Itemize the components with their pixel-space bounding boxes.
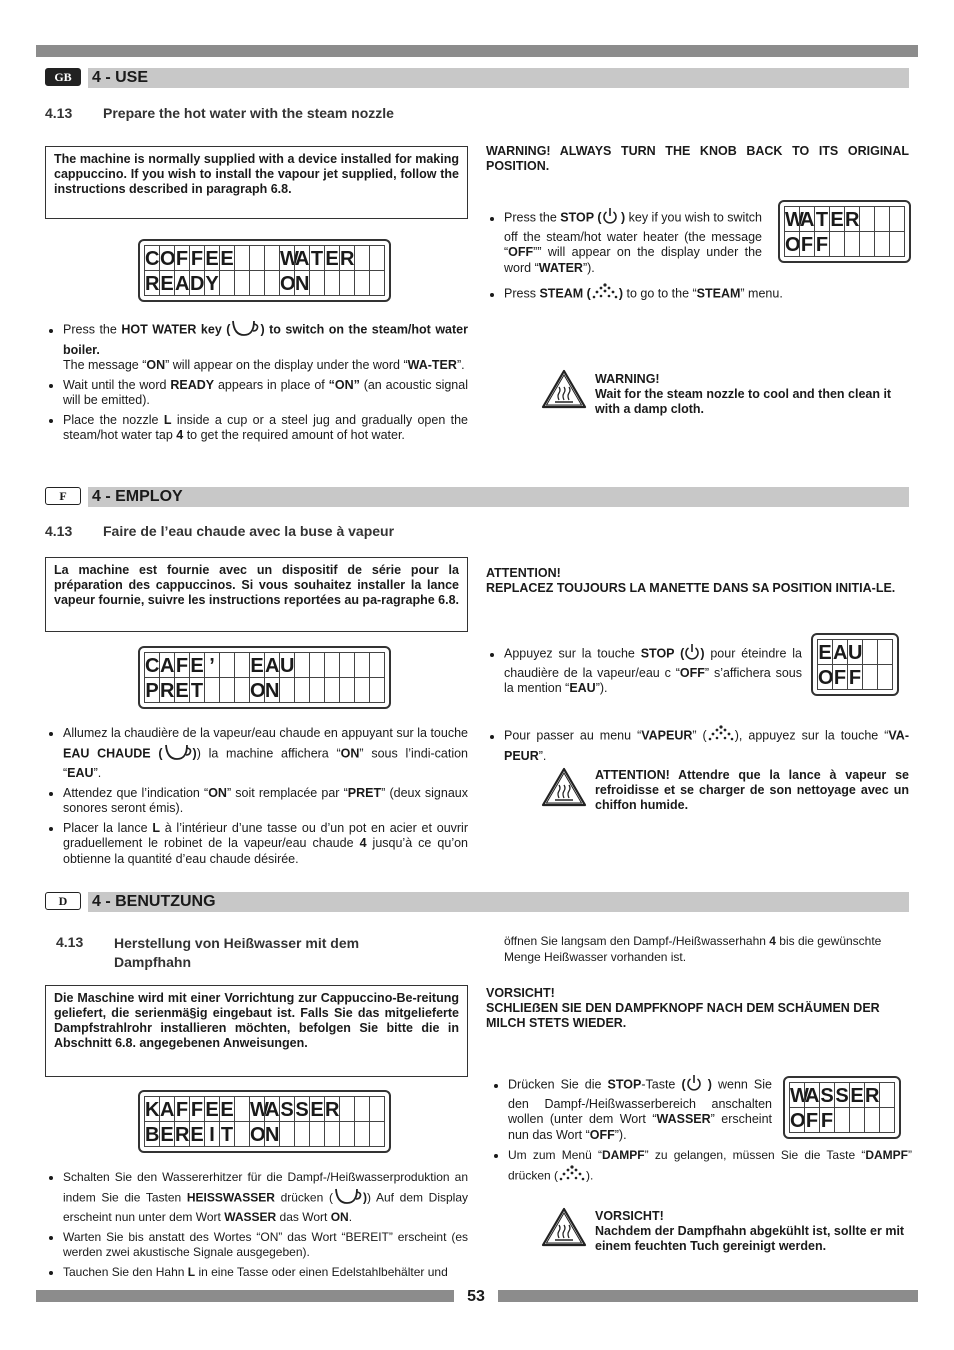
lcd-cell: P	[144, 677, 160, 703]
lcd-cell	[234, 1096, 250, 1122]
lcd-cell: D	[189, 270, 205, 296]
lcd-cell: S	[294, 1096, 310, 1122]
list-item: • Um zum Menü “DAMPF” zu gelangen, müssen Sie die Taste “DAMPF” drücken ( ).	[508, 1148, 912, 1188]
lcd-cell: C	[144, 652, 160, 678]
subsection-title-gb: 4.13 Prepare the hot water with the steam nozzle	[45, 105, 394, 121]
bottom-bar-right	[498, 1290, 918, 1302]
lcd-cell: U	[279, 652, 295, 678]
list-item: • Attendez que l’indication “ON” soit remplacée par “PRET” (deux signaux sonores seront émis).	[63, 786, 468, 817]
lcd-cell: E	[829, 206, 845, 232]
lcd-cell: E	[204, 1096, 220, 1122]
section-title-d: 4 - BENUTZUNG	[88, 892, 909, 912]
lcd-cell	[354, 270, 370, 296]
lang-badge-gb: GB	[45, 68, 81, 86]
lcd-cell	[234, 270, 250, 296]
hot-water-cup-icon	[163, 742, 193, 767]
lcd-cell: E	[219, 1096, 235, 1122]
lcd-cell	[249, 245, 265, 271]
lcd-cell	[264, 270, 280, 296]
lcd-cell	[309, 677, 325, 703]
section-title-gb: 4 - USE	[88, 68, 909, 88]
lcd-cell: W	[784, 206, 800, 232]
lcd-cell: Y	[204, 270, 220, 296]
lcd-cell: F	[189, 1096, 205, 1122]
list-item: • Placer la lance L à l’intérieur d’une tasse ou d’un pot en acier et ouvrir graduellement le robinet de la vapeur/eau chaude 4 jusqu’à ce qu’on obtienne la quantité d’eau chaude désirée.	[63, 821, 468, 868]
lcd-cell	[264, 245, 280, 271]
lcd-cell	[354, 1121, 370, 1147]
lcd-cell: U	[847, 639, 863, 665]
lcd-cell	[874, 206, 890, 232]
note-box-gb: The machine is normally supplied with a device installed for making cappuccino. If you wish to install the vapour jet supplied, follow the instructions described in paragraph 6.8.	[45, 146, 468, 219]
lcd-cell: A	[264, 652, 280, 678]
lcd-cell	[369, 245, 385, 271]
lcd-cell: C	[144, 245, 160, 271]
lcd-cell	[369, 270, 385, 296]
lcd-cell: R	[159, 677, 175, 703]
lcd-cell	[234, 245, 250, 271]
subsection-title-f: 4.13 Faire de l’eau chaude avec la buse à vapeur	[45, 523, 395, 539]
lcd-cell: K	[144, 1096, 160, 1122]
lcd-cell	[889, 206, 905, 232]
list-item: • Tauchen Sie den Hahn L in eine Tasse oder einen Edelstahlbehälter und	[63, 1265, 468, 1281]
lcd-cell: A	[804, 1082, 820, 1108]
warning-bottom-f: ATTENTION! Attendre que la lance à vapeur se refroidisse et se charger de son nettoyage avec un chiffon humide.	[595, 768, 909, 812]
lcd-cell: O	[279, 270, 295, 296]
lcd-display-f-right	[811, 633, 899, 696]
lcd-cell	[324, 1121, 340, 1147]
lcd-cell: F	[819, 1107, 835, 1133]
lcd-cell	[877, 639, 893, 665]
lcd-cell	[877, 664, 893, 690]
lcd-cell	[234, 1121, 250, 1147]
lcd-cell: F	[189, 245, 205, 271]
lcd-cell: T	[309, 245, 325, 271]
list-item: • Press STEAM ( ) to go to the “STEAM” menu.	[504, 282, 909, 307]
list-item: • Appuyez sur la touche STOP ( ) pour éteindre la chaudière de la vapeur/eau c “OFF” s’affichera sous la mention “EAU”).	[504, 643, 802, 697]
stop-instruction-f	[486, 643, 802, 701]
power-icon	[686, 1074, 702, 1097]
lcd-cell	[829, 231, 845, 257]
lcd-cell	[874, 231, 890, 257]
lcd-cell	[369, 677, 385, 703]
lcd-cell	[294, 1121, 310, 1147]
lcd-cell	[339, 1096, 355, 1122]
warning-bottom-gb: WARNING! Wait for the steam nozzle to cool and then clean it with a damp cloth.	[595, 372, 892, 416]
lcd-cell	[859, 206, 875, 232]
warning-bottom-d: VORSICHT! Nachdem der Dampfhahn abgekühlt ist, sollte er mit einem feuchten Tuch gereinigt werden.	[595, 1209, 905, 1253]
lcd-cell: ’	[204, 652, 220, 678]
lcd-cell	[354, 652, 370, 678]
lcd-cell	[279, 1121, 295, 1147]
lcd-cell: R	[339, 245, 355, 271]
lcd-cell: E	[309, 1096, 325, 1122]
lcd-cell: T	[219, 1121, 235, 1147]
lcd-cell: O	[784, 231, 800, 257]
lcd-cell	[234, 652, 250, 678]
lcd-cell: R	[144, 270, 160, 296]
lcd-cell	[369, 1096, 385, 1122]
lcd-cell	[339, 652, 355, 678]
list-item: • Schalten Sie den Wassererhitzer für die Dampf-/Heißwasserproduktion an indem Sie die Tasten HEISSWASSER drücken ( )) Auf dem Display erscheint nun unter dem Wort WASSER das Wort ON.	[63, 1170, 468, 1226]
lcd-cell: I	[204, 1121, 220, 1147]
lcd-cell	[862, 639, 878, 665]
lcd-cell: E	[174, 677, 190, 703]
steam-instruction-gb	[486, 282, 909, 311]
list-item: • Pour passer au menu “VAPEUR” ( ), appuyez sur la touche “VA-PEUR”.	[504, 724, 909, 764]
subsection-title-d: 4.13 Herstellung von Heißwasser mit dem Dampfhahn	[56, 934, 360, 970]
lcd-cell	[844, 231, 860, 257]
lcd-cell	[309, 652, 325, 678]
lcd-cell	[324, 677, 340, 703]
lcd-cell: O	[817, 664, 833, 690]
lcd-cell	[369, 652, 385, 678]
lcd-cell	[234, 677, 250, 703]
lcd-cell: F	[174, 652, 190, 678]
lcd-cell	[339, 677, 355, 703]
lcd-cell: N	[264, 1121, 280, 1147]
lcd-row	[144, 1096, 385, 1122]
lang-badge-f: F	[45, 487, 81, 505]
page-number: 53	[467, 1288, 485, 1305]
lcd-cell	[219, 652, 235, 678]
lcd-cell: O	[159, 245, 175, 271]
lcd-cell	[294, 677, 310, 703]
lcd-display-d-right	[783, 1076, 901, 1139]
lcd-cell: E	[159, 1121, 175, 1147]
lcd-cell: F	[814, 231, 830, 257]
lcd-cell: W	[789, 1082, 805, 1108]
list-item: • Wait until the word READY appears in place of “ON” (an acoustic signal will be emitted).	[63, 378, 468, 409]
lcd-cell: R	[864, 1082, 880, 1108]
lcd-cell: N	[294, 270, 310, 296]
lcd-cell: F	[799, 231, 815, 257]
lcd-cell: F	[804, 1107, 820, 1133]
lcd-cell	[324, 652, 340, 678]
stop-instruction-d	[490, 1074, 772, 1147]
steam-instruction-d	[490, 1148, 912, 1192]
lcd-cell: E	[849, 1082, 865, 1108]
lcd-cell	[879, 1107, 895, 1133]
note-box-d: Die Maschine wird mit einer Vorrichtung zur Cappuccino-Be-reitung geliefert, die serienmä§ig eingebaut ist. Falls Sie das mitgelieferte Dampfstrahlrohr installieren möchten, befolgen Sie bitte die in Abschnitt 6.8. angegebenen Anweisungen.	[45, 985, 468, 1077]
section-title-f: 4 - EMPLOY	[88, 487, 909, 507]
lcd-row	[144, 270, 385, 296]
lcd-cell: W	[249, 1096, 265, 1122]
lcd-cell: E	[189, 652, 205, 678]
lcd-cell: O	[249, 1121, 265, 1147]
lcd-cell: A	[159, 1096, 175, 1122]
lcd-cell: E	[219, 245, 235, 271]
steam-instruction-f	[486, 724, 909, 768]
lcd-display-gb-right	[778, 200, 911, 263]
lcd-cell: A	[159, 652, 175, 678]
bullets-f	[45, 726, 468, 871]
lcd-cell: S	[279, 1096, 295, 1122]
lcd-cell	[249, 270, 265, 296]
lcd-cell: R	[844, 206, 860, 232]
list-item: • Warten Sie bis anstatt des Wortes “ON” das Wort “BEREIT” erscheint (es werden zwei akustische Signale ausgegeben).	[63, 1230, 468, 1261]
lcd-cell	[834, 1107, 850, 1133]
lcd-cell	[354, 245, 370, 271]
lcd-cell	[369, 1121, 385, 1147]
lcd-cell: O	[249, 677, 265, 703]
lcd-cell	[219, 270, 235, 296]
list-item: • Press the STOP ( ) key if you wish to switch off the steam/hot water heater (the message “OFF”” will appear on the display under the word “WATER”).	[504, 207, 762, 276]
lcd-row	[784, 231, 905, 257]
lcd-cell: F	[832, 664, 848, 690]
lcd-cell: S	[834, 1082, 850, 1108]
lcd-cell: T	[189, 677, 205, 703]
list-item: • Drücken Sie die STOP-Taste ( ) wenn Sie den Dampf-/Heißwasserbereich anschalten wollen (unter dem Wort “WASSER” erscheint nun das Wort “OFF”).	[508, 1074, 772, 1143]
lcd-cell: A	[174, 270, 190, 296]
lcd-display-f-left	[138, 646, 391, 709]
continuation-d: öffnen Sie langsam den Dampf-/Heißwasserhahn 4 bis die gewünschte Menge Heißwasser vorhanden ist.	[504, 934, 882, 964]
lcd-row	[817, 664, 893, 690]
lcd-cell	[862, 664, 878, 690]
lcd-row	[144, 677, 385, 703]
lcd-cell	[279, 677, 295, 703]
warning-top-f: ATTENTION! REPLACEZ TOUJOURS LA MANETTE DANS SA POSITION INITIA-LE.	[486, 566, 896, 595]
lang-badge-d: D	[45, 892, 81, 910]
lcd-cell: F	[174, 1096, 190, 1122]
lcd-cell	[294, 652, 310, 678]
lcd-cell	[339, 1121, 355, 1147]
lcd-cell	[204, 677, 220, 703]
lcd-cell: E	[189, 1121, 205, 1147]
lcd-cell: R	[324, 1096, 340, 1122]
lcd-display-gb-left	[138, 239, 391, 302]
lcd-row	[144, 245, 385, 271]
steam-icon	[558, 1164, 586, 1189]
lcd-row	[789, 1082, 895, 1108]
steam-icon	[591, 282, 619, 307]
top-bar	[36, 45, 918, 57]
note-box-f: La machine est fournie avec un dispositif de série pour la préparation des cappuccinos. Si vous souhaitez installer la lance vapeur fournie, suivre les instructions reportées au pa-ragraphe 6.8.	[45, 557, 468, 632]
lcd-cell	[309, 270, 325, 296]
hot-surface-warning-icon	[540, 1206, 588, 1248]
lcd-cell: E	[249, 652, 265, 678]
power-icon	[602, 207, 618, 230]
list-item: • Place the nozzle L inside a cup or a steel jug and gradually open the steam/hot water tap 4 to get the required amount of hot water.	[63, 413, 468, 444]
hot-surface-warning-icon	[540, 766, 588, 808]
lcd-cell	[849, 1107, 865, 1133]
lcd-cell: E	[817, 639, 833, 665]
hot-surface-warning-icon	[540, 368, 588, 410]
lcd-cell: A	[294, 245, 310, 271]
warning-top-d: VORSICHT! SCHLIEẞEN SIE DEN DAMPFKNOPF NACH DEM SCHÄUMEN DER MILCH STETS WIEDER.	[486, 986, 880, 1030]
hot-water-cup-icon	[333, 1186, 363, 1211]
lcd-cell: O	[789, 1107, 805, 1133]
bullets-gb	[45, 318, 468, 448]
lcd-cell: R	[174, 1121, 190, 1147]
lcd-row	[789, 1107, 895, 1133]
lcd-row	[784, 206, 905, 232]
lcd-cell: E	[204, 245, 220, 271]
lcd-cell	[324, 270, 340, 296]
lcd-cell	[219, 677, 235, 703]
lcd-cell	[354, 1096, 370, 1122]
power-icon	[684, 643, 700, 666]
warning-top-gb: WARNING! ALWAYS TURN THE KNOB BACK TO ITS ORIGINAL POSITION.	[486, 144, 909, 173]
lcd-cell: F	[847, 664, 863, 690]
lcd-cell	[354, 677, 370, 703]
lcd-cell: S	[819, 1082, 835, 1108]
lcd-cell: A	[799, 206, 815, 232]
lcd-cell: E	[159, 270, 175, 296]
lcd-cell: A	[264, 1096, 280, 1122]
lcd-cell: N	[264, 677, 280, 703]
lcd-cell	[309, 1121, 325, 1147]
bottom-bar-left	[36, 1290, 454, 1302]
lcd-cell	[864, 1107, 880, 1133]
lcd-cell: E	[324, 245, 340, 271]
lcd-cell: T	[814, 206, 830, 232]
lcd-display-d-left	[138, 1090, 391, 1153]
lcd-cell: B	[144, 1121, 160, 1147]
list-item: • Press the HOT WATER key ( ) to switch on the steam/hot water boiler. The message “ON” will appear on the display under the word “WA-TER”.	[63, 318, 468, 374]
lcd-cell: A	[832, 639, 848, 665]
lcd-cell	[889, 231, 905, 257]
lcd-row	[144, 1121, 385, 1147]
bullets-d	[45, 1170, 468, 1284]
lcd-cell	[879, 1082, 895, 1108]
lcd-cell: F	[174, 245, 190, 271]
lcd-cell	[339, 270, 355, 296]
lcd-cell: W	[279, 245, 295, 271]
hot-water-cup-icon	[230, 318, 260, 343]
lcd-row	[144, 652, 385, 678]
lcd-row	[817, 639, 893, 665]
list-item: • Allumez la chaudière de la vapeur/eau chaude en appuyant sur la touche EAU CHAUDE ( )) la machine affichera “ON” sous l’indi-cation “EAU”.	[63, 726, 468, 782]
steam-icon	[707, 724, 735, 749]
stop-instruction-gb	[486, 207, 762, 280]
lcd-cell	[859, 231, 875, 257]
